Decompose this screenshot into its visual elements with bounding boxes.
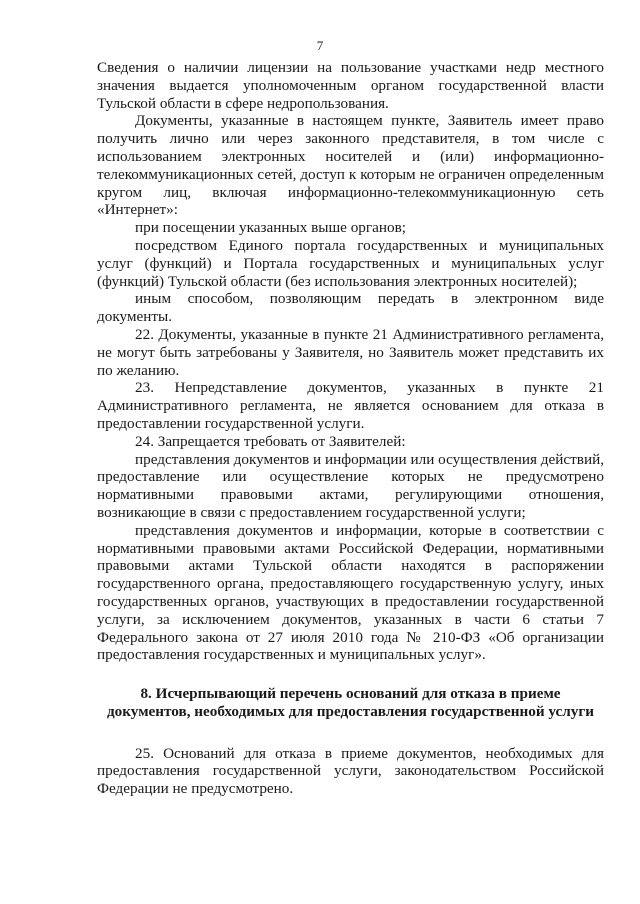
paragraph: Документы, указанные в настоящем пункте, Заявитель имеет право получить лично или через законного представителя, в том числе с использованием электронных носителей и (или) информационно-телекоммуникационных сетей, доступ к которым не ограничен определенным кругом лиц, включая информационно-телекоммуникационную сеть «Интернет»:	[97, 112, 604, 219]
paragraph: при посещении указанных выше органов;	[135, 219, 406, 237]
paragraph: 23. Непредставление документов, указанных в пункте 21 Административного регламента, не является основанием для отказа в предоставлении государственной услуги.	[97, 379, 604, 432]
paragraph: представления документов и информации или осуществления действий, предоставление или осуществление которых не предусмотрено нормативными правовыми актами, регулирующими отношения, возникающие в связи с предоставлением государственной услуги;	[97, 450, 604, 521]
paragraph: 25. Оснований для отказа в приеме документов, необходимых для предоставления государственной услуги, законодательством Российской Федерации не предусмотрено.	[97, 744, 604, 798]
paragraph: 24. Запрещается требовать от Заявителей:	[135, 432, 406, 450]
section-heading: 8. Исчерпывающий перечень оснований для отказа в приеме документов, необходимых для предоставления государственной услуги	[106, 685, 595, 720]
page-number: 7	[316, 38, 324, 53]
paragraph: представления документов и информации, которые в соответствии с нормативными правовыми актами Российской Федерации, нормативными правовыми актами Тульской области находятся в распоряжении государственного органа, предоставляющего государственную услугу, иных государственных органов, участвующих в предоставлении государственной услуги, за исключением документов, указанных в части 6 статьи 7 Федерального закона от 27 июля 2010 года № 210-ФЗ «Об организации предоставления государственных и муниципальных услуг».	[97, 521, 604, 664]
paragraph: иным способом, позволяющим передать в электронном виде документы.	[97, 290, 604, 326]
paragraph: 22. Документы, указанные в пункте 21 Административного регламента, не могут быть затребованы у Заявителя, но Заявитель может представить их по желанию.	[97, 325, 604, 379]
paragraph: Сведения о наличии лицензии на пользование участками недр местного значения выдается уполномоченным органом государственной власти Тульской области в сфере недропользования.	[97, 59, 604, 112]
paragraphs-before-section	[97, 59, 604, 664]
document-body	[97, 59, 604, 798]
paragraph: посредством Единого портала государственных и муниципальных услуг (функций) и Портала государственных и муниципальных услуг (функций) Тульской области (без использования электронных носителей);	[97, 236, 604, 290]
paragraphs-after-section	[97, 745, 604, 798]
